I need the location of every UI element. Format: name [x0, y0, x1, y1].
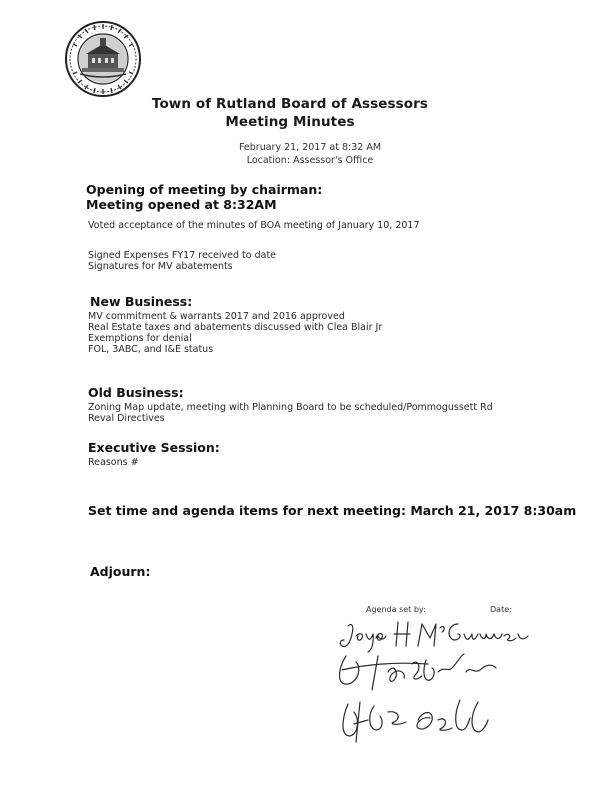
handwritten-signatures: [318, 612, 538, 752]
date-label: Date:: [490, 605, 512, 614]
voted-acceptance-text: Voted acceptance of the minutes of BOA meeting of January 10, 2017: [88, 220, 420, 231]
signature-3: [343, 700, 488, 742]
meeting-opened-heading: Meeting opened at 8:32AM: [86, 197, 277, 212]
document-subtitle: Meeting Minutes: [225, 114, 355, 130]
document-title: Town of Rutland Board of Assessors: [151, 96, 429, 112]
signature-2: [340, 654, 497, 690]
list-item: Exemptions for denial: [88, 333, 192, 344]
list-item: Reval Directives: [88, 413, 165, 424]
list-item: Zoning Map update, meeting with Planning Board to be scheduled/Pommogussett Rd: [88, 402, 493, 413]
signature-1: [340, 622, 528, 652]
list-item: Signed Expenses FY17 received to date: [88, 250, 277, 261]
agenda-set-by-label: Agenda set by:: [366, 605, 426, 614]
meeting-location: Location: Assessor's Office: [246, 155, 374, 166]
old-business-heading: Old Business:: [88, 385, 184, 400]
old-business-items: [88, 402, 493, 424]
town-seal-icon: [64, 20, 142, 98]
list-item: FOL, 3ABC, and I&E status: [88, 344, 214, 355]
meeting-date: February 21, 2017 at 8:32 AM: [238, 142, 382, 153]
opening-heading: Opening of meeting by chairman:: [86, 182, 323, 197]
new-business-items: [88, 311, 382, 355]
list-item: Signatures for MV abatements: [88, 261, 233, 272]
list-item: Reasons #: [88, 457, 139, 468]
executive-session-items: [88, 457, 139, 468]
executive-session-heading: Executive Session:: [88, 440, 220, 455]
new-business-heading: New Business:: [90, 294, 193, 309]
list-item: MV commitment & warrants 2017 and 2016 approved: [88, 311, 345, 322]
adjourn-heading: Adjourn:: [90, 564, 151, 579]
opening-items: [88, 250, 276, 272]
next-meeting-heading: Set time and agenda items for next meeting: March 21, 2017 8:30am: [88, 503, 577, 518]
list-item: Real Estate taxes and abatements discussed with Clea Blair Jr: [88, 322, 383, 333]
